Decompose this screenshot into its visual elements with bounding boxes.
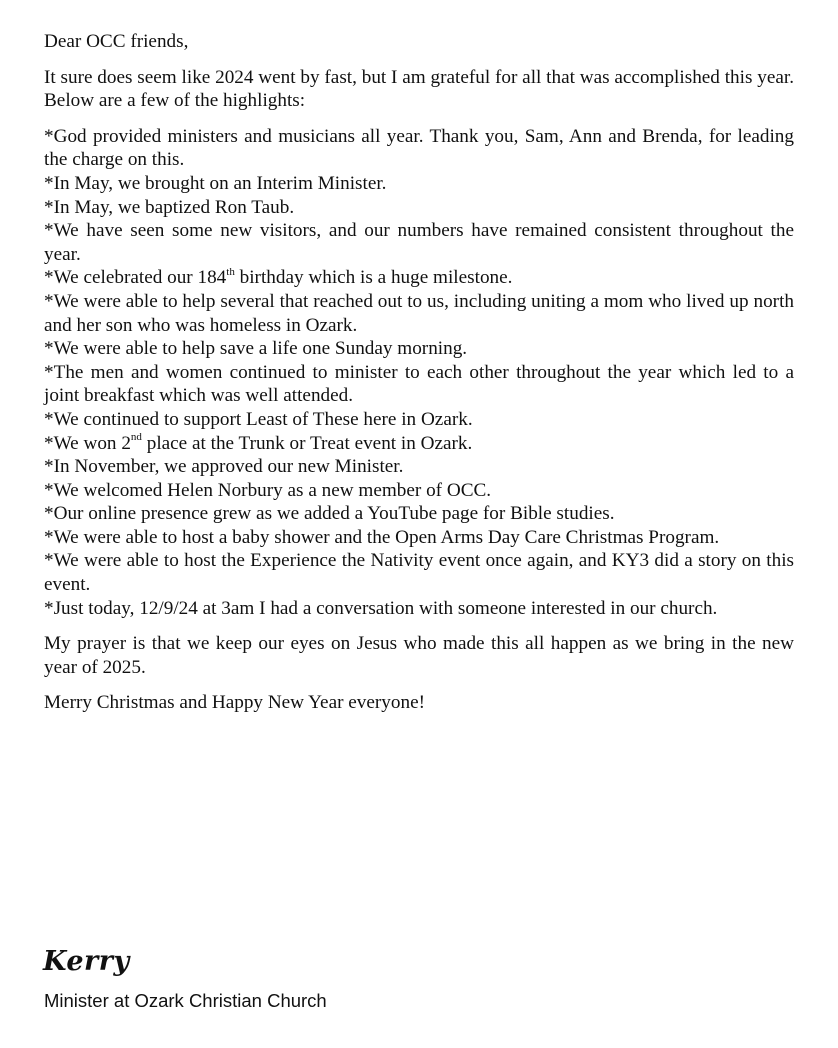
highlight-text: *We celebrated our 184 xyxy=(44,267,227,289)
highlight-item: *We were able to help save a life one Sunday morning. xyxy=(44,338,468,360)
highlights-list xyxy=(44,125,794,620)
highlight-item: *Just today, 12/9/24 at 3am I had a conversation with someone interested in our church. xyxy=(44,597,718,619)
highlight-item: *The men and women continued to minister to each other throughout the year which led to a joint breakfast which was well attended. xyxy=(44,361,794,407)
highlight-item: *We continued to support Least of These here in Ozark. xyxy=(44,408,473,430)
letter-body xyxy=(44,30,794,727)
highlight-text: *We won 2 xyxy=(44,432,131,454)
highlight-text: birthday which is a huge milestone. xyxy=(234,267,513,289)
ordinal-suffix: th xyxy=(226,265,235,278)
intro-paragraph: It sure does seem like 2024 went by fast, but I am grateful for all that was accomplished this year. Below are a few of the highlights: xyxy=(44,66,794,112)
closing-line: Merry Christmas and Happy New Year everyone! xyxy=(44,692,425,714)
highlight-item xyxy=(44,266,794,290)
highlight-item: *In May, we brought on an Interim Minister. xyxy=(44,172,387,194)
highlight-item: *In November, we approved our new Minister. xyxy=(44,456,404,478)
prayer-paragraph: My prayer is that we keep our eyes on Jesus who made this all happen as we bring in the new year of 2025. xyxy=(44,633,794,678)
highlight-item: *God provided ministers and musicians all year. Thank you, Sam, Ann and Brenda, for leading the charge on this. xyxy=(44,125,794,171)
highlight-item: *We have seen some new visitors, and our numbers have remained consistent throughout the year. xyxy=(44,220,794,265)
highlight-item: *Our online presence grew as we added a YouTube page for Bible studies. xyxy=(44,503,615,525)
signature-name: Kerry xyxy=(43,946,130,977)
highlight-item: *We were able to help several that reached out to us, including uniting a mom who lived up north and her son who was homeless in Ozark. xyxy=(44,290,794,336)
greeting: Dear OCC friends, xyxy=(44,31,189,52)
highlight-text: place at the Trunk or Treat event in Ozark. xyxy=(141,432,473,454)
highlight-item xyxy=(44,432,794,456)
highlight-item: *We were able to host a baby shower and the Open Arms Day Care Christmas Program. xyxy=(44,526,720,548)
highlight-item: *We were able to host the Experience the Nativity event once again, and KY3 did a story on this event. xyxy=(44,550,794,596)
ordinal-suffix: nd xyxy=(130,431,142,444)
highlight-item: *In May, we baptized Ron Taub. xyxy=(44,196,295,218)
highlight-item: *We welcomed Helen Norbury as a new member of OCC. xyxy=(44,479,492,501)
signature-title: Minister at Ozark Christian Church xyxy=(44,990,327,1011)
